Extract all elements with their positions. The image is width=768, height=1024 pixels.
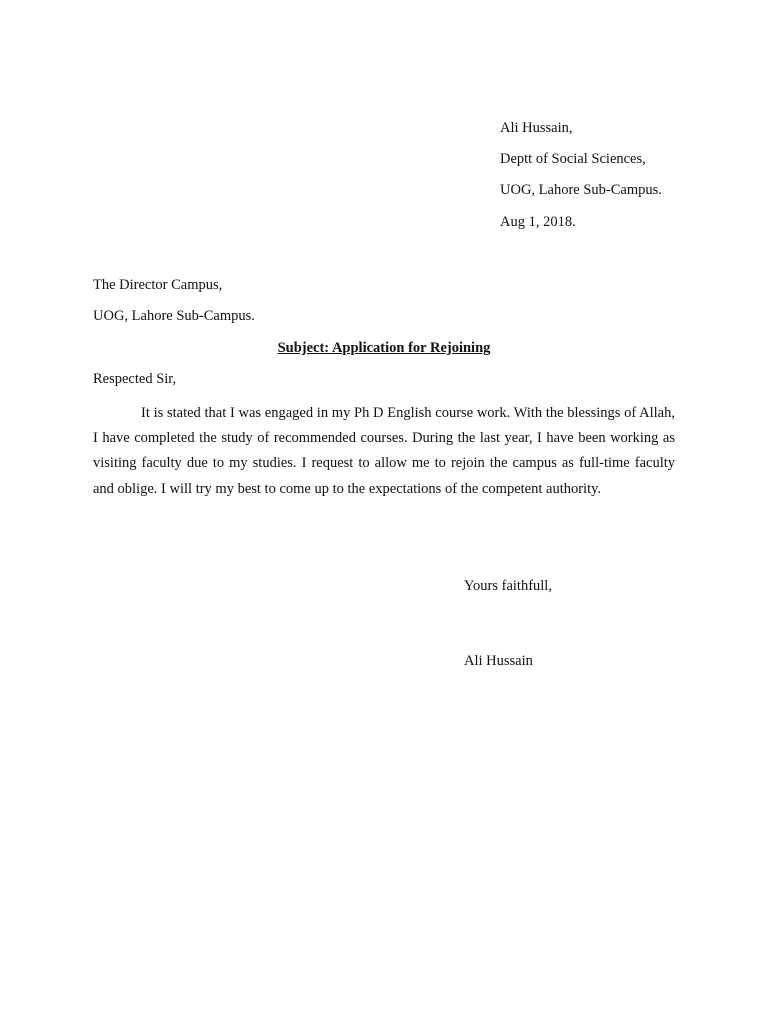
sender-department: Deptt of Social Sciences,	[500, 151, 646, 167]
subject-line	[0, 339, 768, 357]
salutation: Respected Sir,	[93, 371, 177, 387]
sender-campus: UOG, Lahore Sub-Campus.	[500, 182, 662, 198]
signature-name: Ali Hussain	[464, 653, 533, 669]
subject-text: Subject: Application for Rejoining	[277, 340, 491, 356]
sender-name: Ali Hussain,	[500, 120, 573, 136]
recipient-campus: UOG, Lahore Sub-Campus.	[93, 308, 255, 324]
letter-date: Aug 1, 2018.	[500, 214, 576, 230]
recipient-title: The Director Campus,	[93, 277, 223, 293]
closing: Yours faithfull,	[464, 578, 552, 594]
body-paragraph: It is stated that I was engaged in my Ph D English course work. With the blessings of Allah, I have completed the study of recommended courses. During the last year, I have been working as visiting faculty due to my studies. I request to allow me to rejoin the campus as full-time faculty and oblige. I will try my best to come up to the expectations of the competent authority.	[93, 405, 675, 497]
